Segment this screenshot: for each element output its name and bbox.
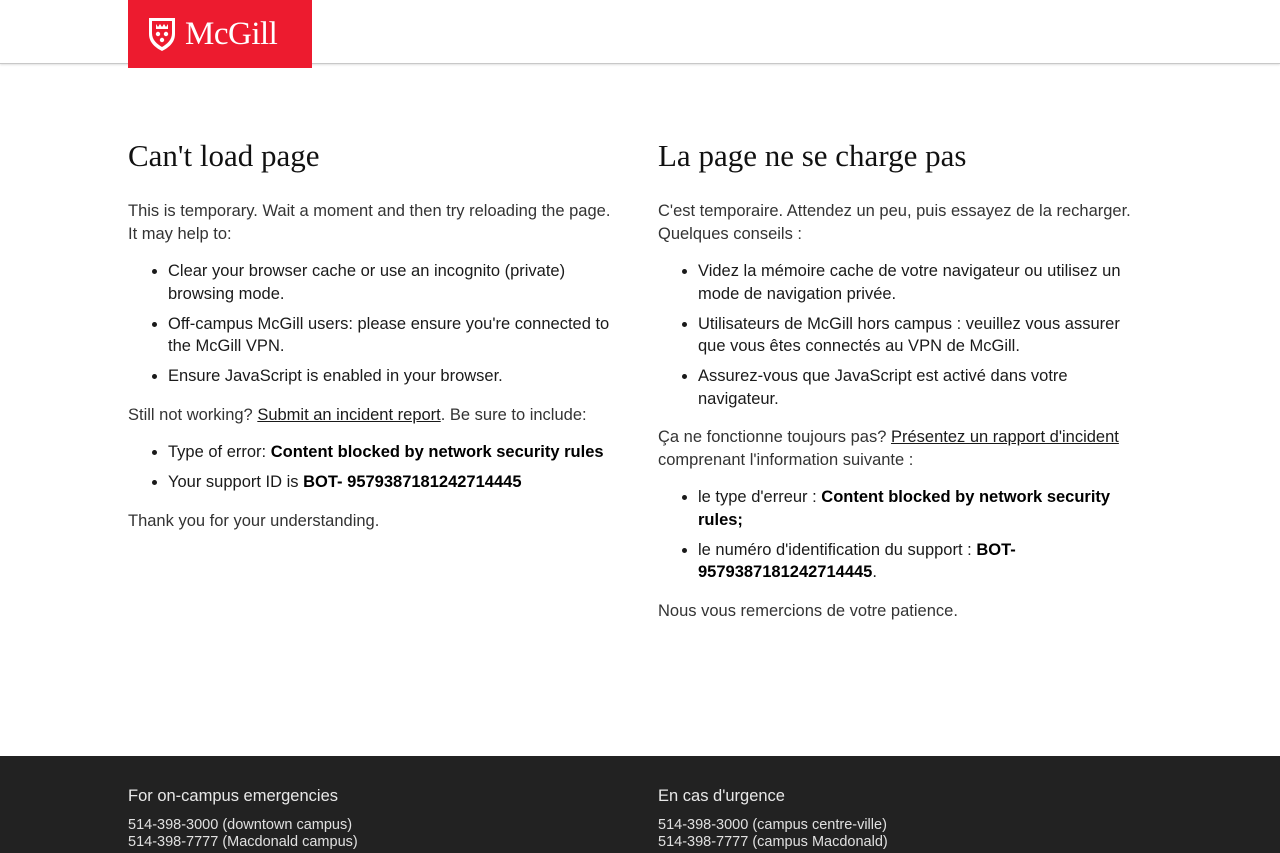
- error-type-value-en: Content blocked by network security rules: [270, 443, 604, 461]
- tip-item-fr: • Utilisateurs de McGill hors campus : veuillez vous assurer que vous êtes connectés au VPN de McGill.: [698, 313, 1144, 358]
- emergency-phone-macdonald-fr: 514-398-7777 (campus Macdonald): [658, 834, 888, 850]
- still-not-working-fr: Ça ne fonctionne toujours pas? Présentez un rapport d'incident comprenant l'information suivante :: [658, 428, 1119, 469]
- emergency-phone-centre-ville: 514-398-3000 (campus centre-ville): [658, 817, 887, 833]
- emergency-title-en: For on-campus emergencies: [128, 787, 339, 805]
- emergency-title-fr: En cas d'urgence: [658, 787, 785, 805]
- crest-icon: [147, 16, 177, 52]
- tip-item-fr: • Videz la mémoire cache de votre navigateur ou utilisez un mode de navigation privée.: [698, 260, 1144, 305]
- intro-text-fr: C'est temporaire. Attendez un peu, puis essayez de la recharger. Quelques conseils :: [658, 202, 1131, 243]
- emergency-info-en: [128, 786, 358, 851]
- support-id-value-en: BOT- 9579387181242714445: [303, 473, 522, 491]
- support-id-item-fr: • le numéro d'identification du support : BOT- 9579387181242714445.: [698, 539, 1144, 584]
- emergency-info-fr: [658, 786, 888, 851]
- site-footer: [0, 756, 1280, 853]
- incident-report-link-fr[interactable]: Présentez un rapport d'incident: [891, 428, 1119, 446]
- brand-name: McGill: [185, 15, 278, 52]
- still-not-working-en: Still not working? Submit an incident report. Be sure to include:: [128, 405, 587, 424]
- emergency-phone-macdonald: 514-398-7777 (Macdonald campus): [128, 834, 358, 850]
- details-list-en: [128, 441, 622, 494]
- details-list-fr: [658, 486, 1144, 584]
- page-title-fr: La page ne se charge pas: [658, 138, 967, 173]
- thanks-text-en: Thank you for your understanding.: [128, 511, 380, 530]
- support-id-value-fr: BOT- 9579387181242714445: [698, 540, 1016, 581]
- intro-text-en: This is temporary. Wait a moment and then try reloading the page. It may help to:: [128, 202, 611, 243]
- error-type-item-en: • Type of error: Content blocked by network security rules: [168, 441, 622, 464]
- support-id-item-en: • Your support ID is BOT- 9579387181242714445: [168, 471, 622, 494]
- page-title-en: Can't load page: [128, 138, 320, 173]
- thanks-text-fr: Nous vous remercions de votre patience.: [658, 601, 958, 620]
- tip-item-en: • Clear your browser cache or use an incognito (private) browsing mode.: [168, 260, 622, 305]
- error-type-value-fr: Content blocked by network security rules;: [698, 488, 1111, 529]
- emergency-phone-downtown: 514-398-3000 (downtown campus): [128, 817, 353, 833]
- english-section: [128, 136, 622, 532]
- tips-list-en: [128, 260, 622, 388]
- tip-item-en: • Off-campus McGill users: please ensure you're connected to the McGill VPN.: [168, 313, 622, 358]
- french-section: [658, 136, 1144, 622]
- tip-item-fr: • Assurez-vous que JavaScript est activé dans votre navigateur.: [698, 365, 1144, 410]
- tips-list-fr: [658, 260, 1144, 410]
- error-type-item-fr: • le type d'erreur : Content blocked by network security rules;: [698, 486, 1144, 531]
- mcgill-logo[interactable]: [128, 0, 312, 68]
- tip-item-en: • Ensure JavaScript is enabled in your browser.: [168, 365, 622, 388]
- incident-report-link-en[interactable]: Submit an incident report: [257, 405, 441, 424]
